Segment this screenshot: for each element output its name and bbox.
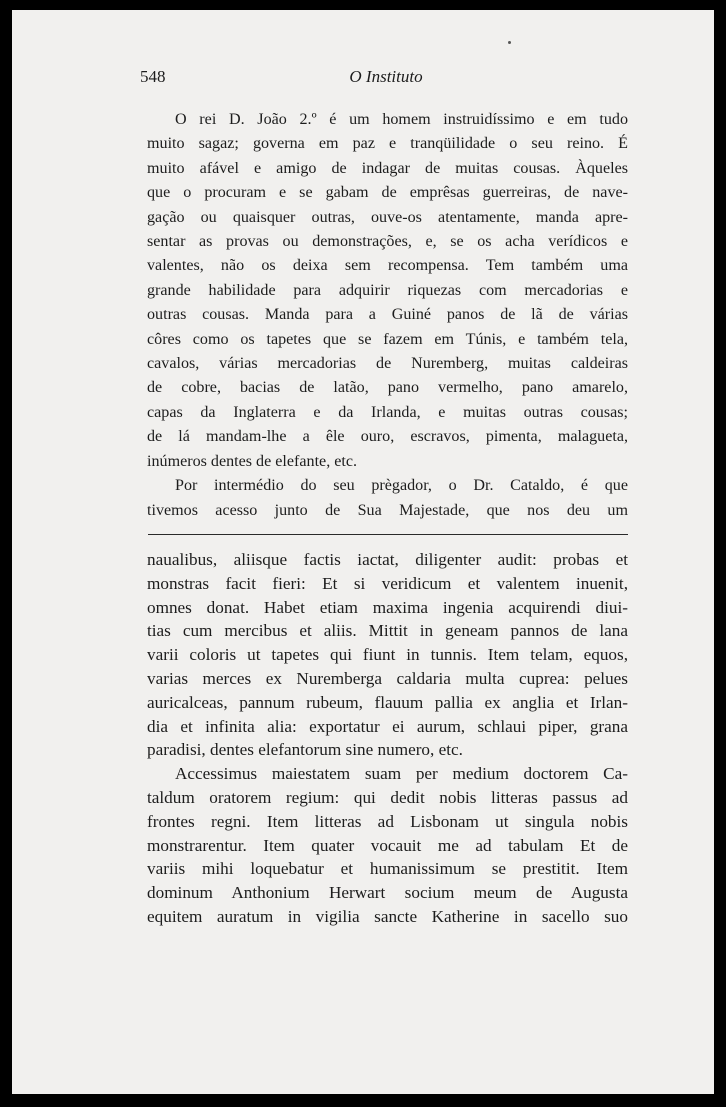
portuguese-line: outras cousas. Manda para a Guiné panos de lã de várias — [147, 306, 628, 324]
latin-paragraph-2 — [147, 762, 628, 929]
portuguese-text — [147, 108, 628, 523]
portuguese-paragraph-1 — [147, 108, 628, 474]
latin-line: auricalceas, pannum rubeum, flauum pallia ex anglia et Irlan- — [147, 692, 628, 712]
latin-line: dominum Anthonium Herwart socium meum de Augusta — [147, 883, 628, 903]
portuguese-line: sentar as provas ou demonstrações, e, se os acha verídicos e — [147, 233, 628, 251]
footnote-divider — [148, 534, 628, 535]
latin-line: tias cum mercibus et aliis. Mittit in geneam pannos de lana — [147, 621, 628, 641]
portuguese-line: muito sagaz; governa em paz e tranqüilidade o seu reino. É — [147, 135, 628, 153]
portuguese-line: gação ou quaisquer outras, ouve-os atentamente, manda apre- — [147, 208, 628, 226]
print-speck — [508, 41, 511, 44]
portuguese-line: capas da Inglaterra e da Irlanda, e muitas outras cousas; — [147, 403, 628, 421]
page-number: 548 — [140, 67, 166, 86]
book-page — [12, 10, 714, 1094]
portuguese-line: inúmeros dentes de elefante, etc. — [147, 452, 358, 470]
latin-line: omnes donat. Habet etiam maxima ingenia acquirendi diui- — [147, 597, 628, 617]
latin-line: frontes regni. Item litteras ad Lisbonam ut singula nobis — [147, 811, 628, 831]
latin-line: paradisi, dentes elefantorum sine numero, etc. — [147, 740, 463, 760]
latin-line: variis mihi loquebatur et humanissimum se prestitit. Item — [147, 859, 628, 879]
running-title: O Instituto — [349, 67, 423, 86]
portuguese-line: cavalos, várias mercadorias de Nuremberg, muitas caldeiras — [147, 355, 628, 373]
latin-line: equitem auratum in vigilia sancte Katherine in sacello suo — [147, 906, 628, 926]
portuguese-line: côres como os tapetes que se fazem em Túnis, e também tela, — [147, 330, 628, 348]
latin-line: varii coloris ut tapetes qui fiunt in tunnis. Item telam, equos, — [147, 645, 628, 665]
latin-line: monstras facit fieri: Et si veridicum et valentem inuenit, — [147, 573, 628, 593]
portuguese-line: que o procuram e se gabam de emprêsas guerreiras, de nave- — [147, 184, 628, 202]
portuguese-line: muito afável e amigo de indagar de muitas cousas. Àqueles — [147, 159, 628, 177]
latin-paragraph-1 — [147, 548, 628, 762]
latin-line: varias merces ex Nuremberga caldaria multa cuprea: pelues — [147, 668, 628, 688]
latin-line: taldum oratorem regium: qui dedit nobis litteras passus ad — [147, 787, 628, 807]
portuguese-line: de cobre, bacias de latão, pano vermelho, pano amarelo, — [147, 379, 628, 397]
portuguese-line: tivemos acesso junto de Sua Majestade, que nos deu um — [147, 501, 628, 519]
portuguese-line: grande habilidade para adquirir riquezas com mercadorias e — [147, 281, 628, 299]
portuguese-paragraph-2 — [147, 474, 628, 523]
latin-line: monstrarentur. Item quater vocauit me ad tabulam Et de — [147, 835, 628, 855]
latin-line: naualibus, aliisque factis iactat, diligenter audit: probas et — [147, 550, 628, 569]
portuguese-line: de lá mandam-lhe a êle ouro, escravos, pimenta, malagueta, — [147, 428, 628, 446]
portuguese-line: valentes, não os deixa sem recompensa. Tem também uma — [147, 257, 628, 275]
latin-line: Accessimus maiestatem suam per medium doctorem Ca- — [175, 764, 628, 784]
latin-original-text — [147, 548, 628, 929]
latin-line: dia et infinita alia: exportatur ei aurum, schlaui piper, grana — [147, 716, 628, 736]
portuguese-line: O rei D. João 2.º é um homem instruidíssimo e em tudo — [175, 111, 628, 128]
page-header — [140, 67, 628, 93]
portuguese-line: Por intermédio do seu prègador, o Dr. Cataldo, é que — [175, 477, 628, 495]
